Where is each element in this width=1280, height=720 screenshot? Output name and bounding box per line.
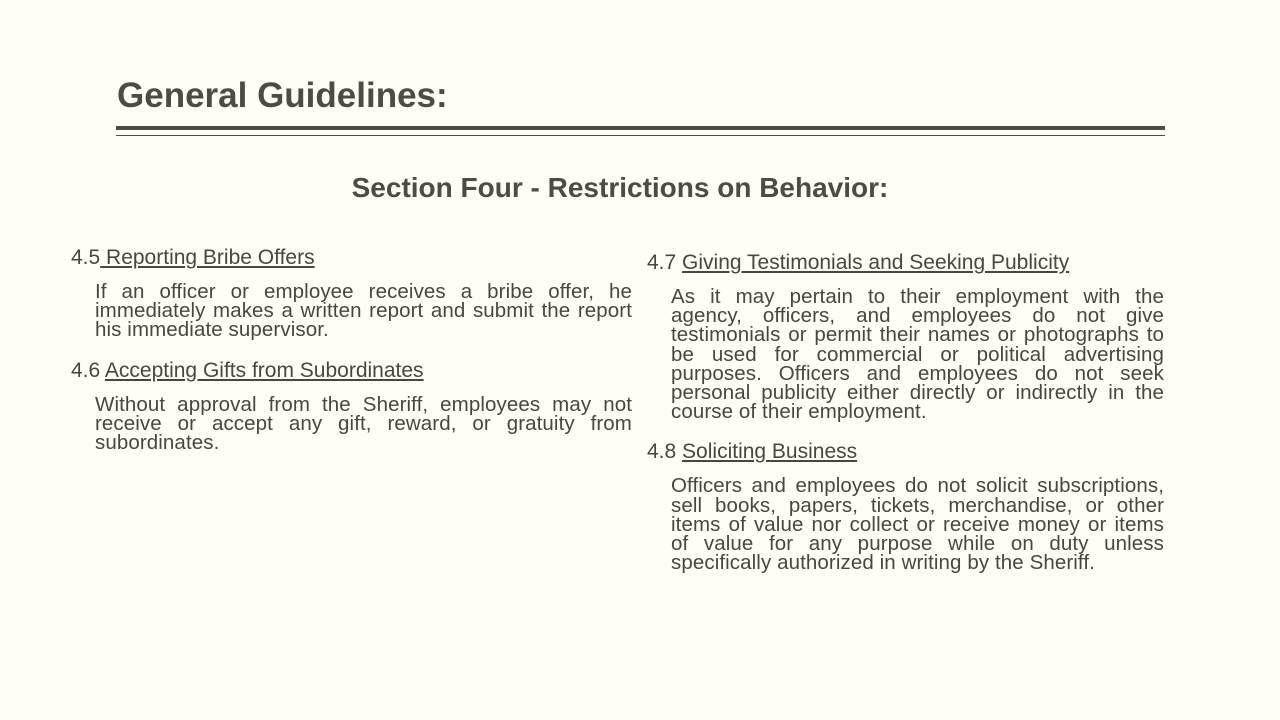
item-body: If an officer or employee receives a bribe offer, he immediately makes a written report and submit the report his immediate supervisor. [95, 280, 632, 342]
title-divider-thin [116, 135, 1165, 136]
guideline-item-4-6 [71, 357, 632, 453]
item-heading [71, 244, 632, 271]
guideline-item-4-5 [71, 244, 632, 340]
slide-title: General Guidelines: [117, 76, 448, 115]
guideline-item-4-8 [647, 438, 1164, 575]
guideline-item-4-7 [647, 249, 1164, 424]
left-column [71, 244, 632, 469]
title-divider-thick [116, 126, 1165, 130]
item-body: Officers and employees do not solicit subscriptions, sell books, papers, tickets, merchandise, or other items of value nor collect or receive money or items of value for any purpose while on duty unless specifically authorized in writing by the Sheriff. [671, 474, 1164, 575]
item-number: 4.7 [647, 251, 677, 274]
item-number: 4.8 [647, 440, 677, 464]
item-title: Accepting Gifts from Subordinates [104, 358, 424, 382]
item-heading [71, 357, 632, 384]
item-number: 4.5 [71, 246, 101, 269]
section-title: Section Four - Restrictions on Behavior: [351, 172, 889, 203]
item-heading [647, 249, 1164, 276]
item-heading [647, 438, 1164, 465]
item-number: 4.6 [71, 358, 101, 382]
right-column [647, 249, 1164, 589]
item-title: Soliciting Business [682, 440, 858, 464]
item-title: Reporting Bribe Offers [100, 246, 315, 269]
item-title: Giving Testimonials and Seeking Publicity [682, 251, 1070, 274]
item-body: As it may pertain to their employment with the agency, officers, and employees do not give testimonials or permit their names or photographs to be used for commercial or political advertising purposes. Officers and employees do not seek personal publicity either directly or indirectly in the course of their employment. [671, 285, 1164, 424]
item-body: Without approval from the Sheriff, employees may not receive or accept any gift, reward, or gratuity from subordinates. [95, 392, 632, 455]
